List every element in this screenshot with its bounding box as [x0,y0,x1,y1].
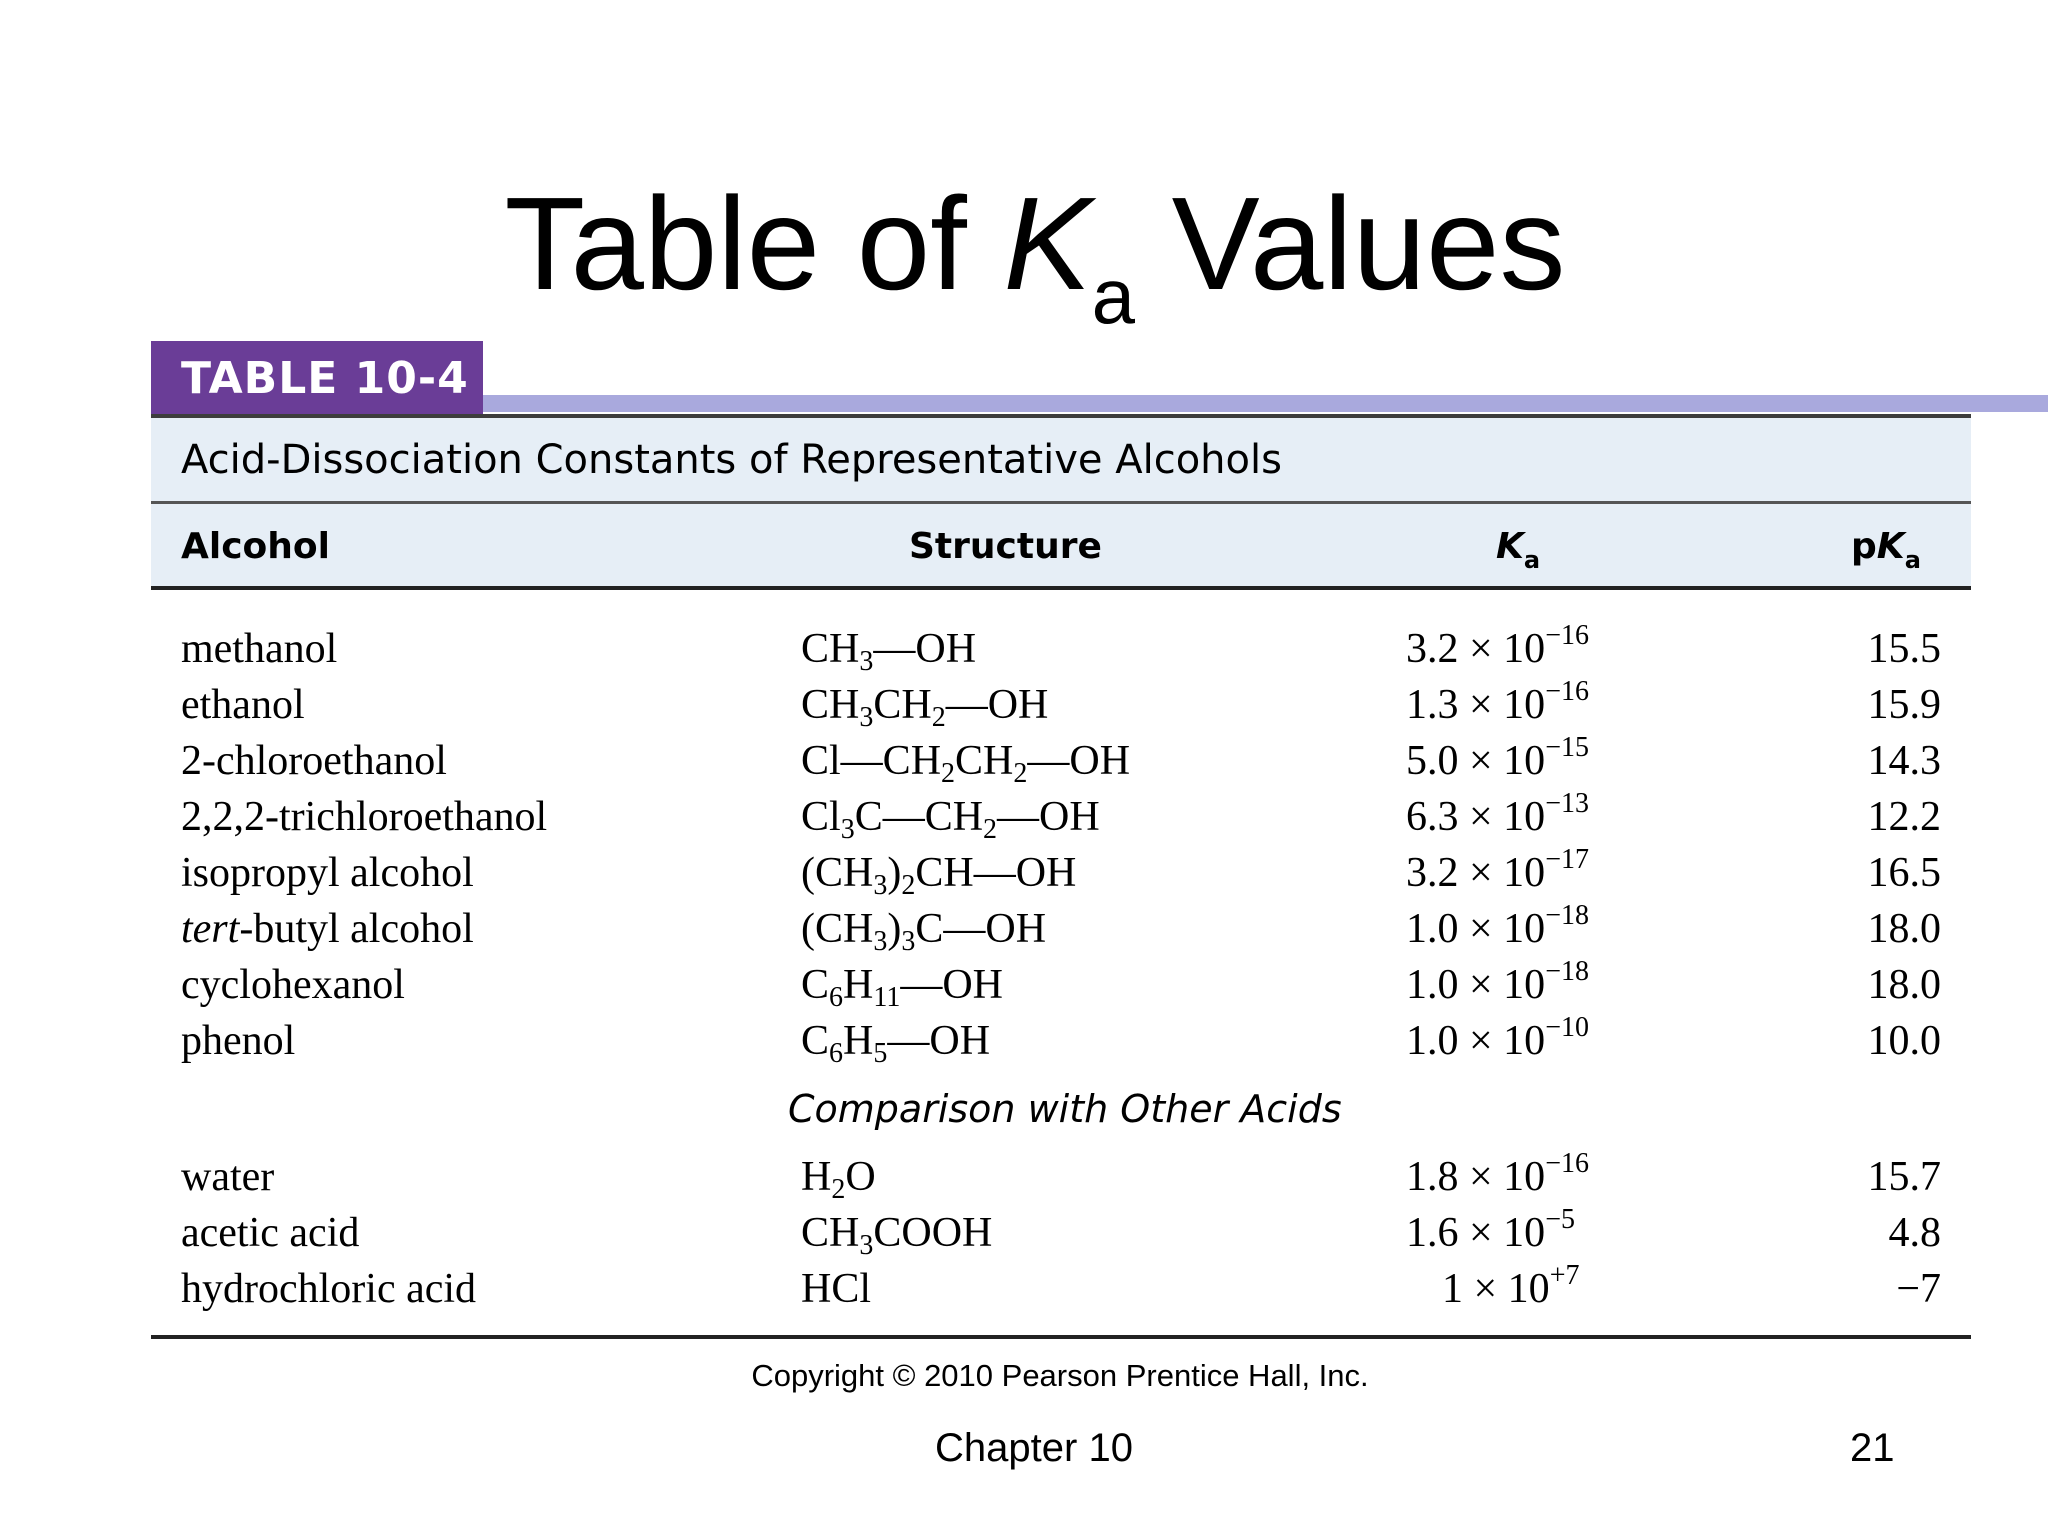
table-row [151,621,1971,677]
cell-ka: $5.0 \times 10^{-15}$ [1406,732,1589,784]
header-alcohol: Alcohol [181,526,330,567]
header-pka: $pK_a$ [1851,526,1921,574]
table-row [151,789,1971,845]
table-badge: TABLE 10-4 [151,341,483,416]
title-k-symbol: K [1003,170,1092,317]
cell-alcohol-name: hydrochloric acid [181,1266,477,1312]
cell-structure: HCl [801,1266,872,1312]
cell-ka: $1.8 \times 10^{-16}$ [1406,1148,1589,1200]
cell-pka: 15.9 [1867,682,1941,728]
table-row [151,1205,1971,1261]
cell-pka: 4.8 [1888,1210,1941,1256]
cell-ka: $1.0 \times 10^{-18}$ [1406,900,1589,952]
cell-structure: $Cl_3C—CH_2—OH$ [801,794,1100,845]
cell-pka: −7 [1896,1266,1941,1312]
cell-alcohol-name: methanol [181,626,338,672]
cell-ka: $1.0 \times 10^{-18}$ [1406,956,1589,1008]
table-body [151,621,1971,1317]
cell-ka: $1 \times 10^{+7}$ [1442,1260,1580,1312]
title-k-subscript: a [1091,252,1135,340]
cell-ka: $6.3 \times 10^{-13}$ [1406,788,1589,840]
cell-ka: $3.2 \times 10^{-17}$ [1406,844,1589,896]
table-caption: Acid-Dissociation Constants of Representative Alcohols [151,418,1971,502]
copyright-notice: Copyright © 2010 Pearson Prentice Hall, Inc. [751,1358,1369,1393]
cell-alcohol-name: water [181,1154,275,1200]
table-row [151,1261,1971,1317]
cell-structure: $CH_3CH_2—OH$ [801,682,1049,733]
cell-structure: $H_2O$ [801,1154,876,1205]
cell-structure: $CH_3—OH$ [801,626,977,677]
table-row [151,901,1971,957]
header-structure: Structure [909,526,1102,567]
cell-ka: $1.6 \times 10^{-5}$ [1406,1204,1575,1256]
cell-pka: 10.0 [1867,1018,1941,1064]
cell-alcohol-name: isopropyl alcohol [181,850,474,896]
footer-chapter: Chapter 10 [935,1426,1133,1470]
cell-alcohol-name: tert-butyl alcohol [181,906,474,952]
table-bottom-rule [151,1335,1971,1339]
cell-pka: 12.2 [1867,794,1941,840]
table-row [151,1013,1971,1069]
cell-alcohol-name: phenol [181,1018,296,1064]
cell-alcohol-name: acetic acid [181,1210,360,1256]
slide-title [0,170,2048,340]
comparison-heading: Comparison with Other Acids [788,1087,1342,1131]
cell-structure: $C_6H_{11}—OH$ [801,962,1003,1013]
cell-structure: $Cl—CH_2CH_2—OH$ [801,738,1131,789]
cell-structure: $(CH_3)_2CH—OH$ [801,850,1077,901]
cell-structure: $CH_3COOH$ [801,1210,993,1261]
title-text-values: Values [1134,170,1566,317]
cell-pka: 18.0 [1867,962,1941,1008]
cell-alcohol-name: cyclohexanol [181,962,405,1008]
header-ka: $K_a$ [1496,526,1541,574]
cell-pka: 16.5 [1867,850,1941,896]
cell-pka: 14.3 [1867,738,1941,784]
title-text: Table of [504,170,1004,317]
table-row [151,845,1971,901]
cell-pka: 15.7 [1867,1154,1941,1200]
alcohol-rows [151,621,1971,1069]
table-tab-stripe [483,395,2048,412]
cell-alcohol-name: 2,2,2-trichloroethanol [181,794,548,840]
table-row [151,957,1971,1013]
cell-ka: $3.2 \times 10^{-16}$ [1406,620,1589,672]
footer-page-number: 21 [1850,1426,1895,1470]
other-acid-rows [151,1149,1971,1317]
cell-structure: $(CH_3)_3C—OH$ [801,906,1047,957]
table-header-row [151,504,1971,587]
cell-ka: $1.3 \times 10^{-16}$ [1406,676,1589,728]
ka-table [151,341,1971,1341]
table-row [151,1149,1971,1205]
cell-alcohol-name: 2-chloroethanol [181,738,447,784]
header-rule [151,586,1971,590]
cell-pka: 18.0 [1867,906,1941,952]
cell-alcohol-name: ethanol [181,682,305,728]
cell-pka: 15.5 [1867,626,1941,672]
table-row [151,677,1971,733]
cell-ka: $1.0 \times 10^{-10}$ [1406,1012,1589,1064]
cell-structure: $C_6H_5—OH$ [801,1018,991,1069]
table-row [151,733,1971,789]
